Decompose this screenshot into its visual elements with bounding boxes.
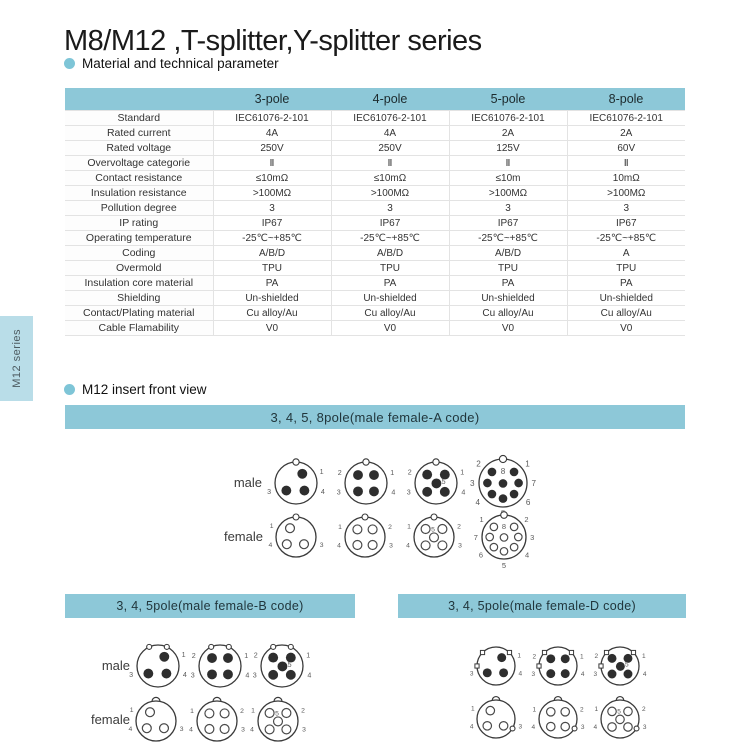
pin-number-label: 3 (129, 670, 134, 679)
pin-number-label: 2 (240, 707, 244, 715)
cell: -25℃~+85℃ (213, 231, 331, 246)
pin-number-label: 1 (190, 707, 194, 715)
pin-number-label: 4 (531, 724, 536, 732)
cell: IEC61076-2-101 (449, 111, 567, 126)
pin-2 (624, 707, 632, 715)
pin-number-label: 4 (268, 541, 273, 549)
cell: 125V (449, 141, 567, 156)
row-label: Overvoltage categorie (65, 156, 213, 171)
connector-male-3pole-d-code (470, 647, 523, 685)
cell: 2A (567, 126, 685, 141)
pin-number-label: 5 (441, 478, 446, 487)
pin-number-label: 5 (287, 661, 292, 670)
pin-3 (546, 669, 555, 678)
pin-2 (422, 470, 432, 480)
pin-3 (608, 670, 617, 679)
pin-4 (223, 669, 233, 679)
cell: 3 (567, 201, 685, 216)
pin-number-label: 5 (501, 561, 507, 571)
connector-female-5pole-a-code (406, 514, 462, 557)
pin-1 (561, 654, 570, 663)
page-title: M8/M12 ,T-splitter,Y-splitter series (64, 25, 482, 58)
pin-6 (490, 543, 498, 551)
pin-4 (282, 540, 291, 549)
pin-number-label: 6 (478, 550, 483, 560)
male-label-b-code: male (101, 658, 130, 673)
cell: Cu alloy/Au (449, 306, 567, 321)
cell: 60V (567, 141, 685, 156)
pin-3 (499, 722, 507, 730)
cell: 2A (449, 126, 567, 141)
pin-number-label: 1 (407, 523, 411, 531)
pin-3 (624, 723, 632, 731)
row-label: Rated voltage (65, 141, 213, 156)
pin-3 (160, 724, 169, 733)
pin-number-label: 4 (128, 725, 133, 733)
section-heading-label: M12 insert front view (82, 382, 207, 397)
pin-number-label: 4 (580, 671, 585, 679)
cell: IEC61076-2-101 (567, 111, 685, 126)
cell: 3 (213, 201, 331, 216)
pin-number-label: 3 (470, 478, 475, 488)
cell: A/B/D (331, 246, 449, 261)
pin-4 (624, 670, 633, 679)
cell: 3 (331, 201, 449, 216)
pin-number-label: 4 (461, 488, 466, 497)
row-label: IP rating (65, 216, 213, 231)
cell: PA (213, 276, 331, 291)
pin-7 (486, 533, 494, 541)
row-label: Operating temperature (65, 231, 213, 246)
pin-number-label: 7 (531, 478, 536, 488)
cell: Ⅱ (213, 156, 331, 171)
cell: A/B/D (449, 246, 567, 261)
cell: ≤10mΩ (213, 171, 331, 186)
pin-number-label: 2 (407, 468, 412, 477)
pin-number-label: 1 (244, 651, 249, 660)
pin-4 (488, 490, 497, 499)
cell: IP67 (567, 216, 685, 231)
banner-a-code: 3, 4, 5, 8pole(male female-A code) (65, 405, 685, 429)
cell: -25℃~+85℃ (449, 231, 567, 246)
pin-8 (499, 479, 508, 488)
pin-3 (515, 533, 523, 541)
pin-2 (220, 709, 229, 718)
cell: Un-shielded (567, 291, 685, 306)
pin-6 (510, 490, 519, 499)
cell: ≤10m (449, 171, 567, 186)
cell: -25℃~+85℃ (567, 231, 685, 246)
pin-4 (547, 722, 555, 730)
cell: PA (567, 276, 685, 291)
pin-number-label: 3 (190, 671, 195, 680)
connector-male-3pole-a-code (267, 459, 325, 504)
pin-1 (369, 470, 379, 480)
pin-3 (353, 486, 363, 496)
pin-number-label: 1 (517, 652, 521, 660)
pin-4 (440, 487, 450, 497)
pin-1 (547, 708, 555, 716)
pin-1 (297, 469, 307, 479)
pin-number-label: 4 (642, 671, 647, 679)
pin-number-label: 1 (532, 706, 537, 714)
cell: -25℃~+85℃ (331, 231, 449, 246)
cell: IP67 (331, 216, 449, 231)
male-label-a-code: male (233, 475, 262, 490)
pin-4 (299, 486, 309, 496)
pin-number-label: 4 (320, 487, 325, 496)
female-label-a-code: female (223, 529, 263, 544)
banner-d-code: 3, 4, 5pole(male female-D code) (398, 594, 686, 618)
cell: 4A (331, 126, 449, 141)
pin-number-label: 4 (406, 542, 410, 550)
pin-3 (281, 486, 291, 496)
pin-number-label: 1 (579, 653, 584, 661)
pin-number-label: 3 (458, 542, 462, 550)
pin-4 (483, 722, 491, 730)
cell: >100MΩ (567, 186, 685, 201)
pin-number-label: 8 (500, 466, 506, 476)
pin-number-label: 4 (245, 671, 250, 680)
pin-3 (282, 725, 291, 734)
pin-4 (205, 725, 214, 734)
pin-8 (500, 534, 508, 542)
cell: >100MΩ (331, 186, 449, 201)
pin-number-label: 6 (525, 498, 531, 508)
pin-number-label: 3 (252, 671, 257, 680)
pin-1 (265, 709, 274, 718)
cell: IEC61076-2-101 (331, 111, 449, 126)
pin-number-label: 2 (337, 468, 342, 477)
pin-number-label: 2 (524, 514, 529, 524)
pin-number-label: 3 (302, 726, 306, 734)
pin-number-label: 3 (518, 723, 523, 731)
sidebar-tab-label: M12 series (10, 329, 23, 388)
pin-number-label: 5 (431, 526, 435, 534)
pin-3 (483, 479, 492, 488)
pin-number-label: 2 (579, 706, 584, 714)
pin-number-label: 4 (469, 723, 474, 731)
female-label-b-code: female (90, 712, 130, 727)
cell: V0 (567, 321, 685, 336)
pin-number-label: 1 (181, 651, 186, 660)
pin-3 (220, 725, 229, 734)
pin-3 (438, 541, 447, 550)
pin-2 (546, 654, 555, 663)
cell: Un-shielded (331, 291, 449, 306)
connector-female-3pole-d-code (470, 697, 523, 738)
cell: IP67 (449, 216, 567, 231)
pin-5 (431, 478, 441, 488)
section-heading-label: Material and technical parameter (82, 56, 279, 71)
cell: 250V (213, 141, 331, 156)
pin-1 (159, 652, 169, 662)
cell: TPU (331, 261, 449, 276)
cell: TPU (567, 261, 685, 276)
cell: >100MΩ (449, 186, 567, 201)
connector-male-5pole-d-code (593, 647, 646, 685)
pin-number-label: 3 (267, 487, 272, 496)
connector-female-4pole-b-code (189, 697, 245, 741)
pin-5 (500, 548, 508, 556)
pin-1 (286, 524, 295, 533)
pin-3 (268, 670, 278, 680)
row-label: Cable Flamability (65, 321, 213, 336)
pin-number-label: 4 (337, 542, 341, 550)
pin-2 (608, 654, 617, 663)
pin-4 (265, 725, 274, 734)
pin-1 (608, 707, 616, 715)
pin-number-label: 2 (594, 653, 599, 660)
pin-4 (608, 723, 616, 731)
pin-2 (488, 468, 497, 477)
cell: Ⅱ (331, 156, 449, 171)
pin-1 (421, 525, 430, 534)
row-label: Pollution degree (65, 201, 213, 216)
connector-female-5pole-b-code (250, 697, 306, 741)
cell: ≤10mΩ (331, 171, 449, 186)
pin-1 (497, 653, 506, 662)
cell: Ⅱ (449, 156, 567, 171)
pin-number-label: 1 (269, 523, 274, 531)
connector-female-4pole-a-code (337, 514, 393, 557)
cell: 250V (331, 141, 449, 156)
connector-female-8pole-a-code (474, 512, 534, 570)
pin-number-label: 2 (532, 653, 537, 661)
connector-male-5pole-a-code (407, 459, 466, 504)
pin-number-label: 3 (531, 671, 536, 679)
pin-number-label: 2 (191, 651, 196, 660)
cell: 10mΩ (567, 171, 685, 186)
cell: PA (331, 276, 449, 291)
connector-male-8pole-a-code (470, 455, 536, 518)
pin-number-label: 4 (475, 498, 481, 508)
pin-number-label: 4 (525, 550, 530, 560)
pin-number-label: 8 (501, 521, 507, 531)
pin-number-label: 4 (391, 488, 396, 497)
pin-number-label: 2 (476, 459, 481, 469)
pin-5 (274, 717, 283, 726)
pin-number-label: 1 (390, 468, 395, 477)
pin-3 (368, 541, 377, 550)
cell: V0 (449, 321, 567, 336)
cell: Cu alloy/Au (213, 306, 331, 321)
pin-number-label: 2 (301, 707, 305, 715)
pin-number-label: 4 (182, 670, 187, 679)
row-label: Coding (65, 246, 213, 261)
pin-number-label: 4 (593, 724, 598, 732)
connector-male-3pole-b-code (129, 644, 187, 687)
row-label: Standard (65, 111, 213, 126)
pin-1 (223, 653, 233, 663)
cell: TPU (449, 261, 567, 276)
row-label: Insulation core material (65, 276, 213, 291)
pin-4 (142, 724, 151, 733)
pin-number-label: 2 (457, 523, 461, 531)
pin-number-label: 1 (338, 523, 342, 531)
pin-3 (207, 669, 217, 679)
pin-7 (514, 479, 523, 488)
pin-number-label: 5 (625, 661, 629, 669)
connector-male-5pole-b-code (253, 644, 312, 687)
pin-1 (353, 525, 362, 534)
pin-number-label: 1 (525, 459, 530, 469)
column-header: 8-pole (567, 88, 685, 111)
pin-number-label: 7 (473, 532, 478, 542)
pin-4 (510, 543, 518, 551)
connector-female-3pole-a-code (269, 514, 324, 557)
pin-number-label: 3 (179, 725, 184, 733)
cell: Ⅱ (567, 156, 685, 171)
pin-1 (510, 468, 519, 477)
cell: PA (449, 276, 567, 291)
pin-number-label: 1 (479, 514, 484, 524)
pin-5 (277, 661, 287, 671)
pin-number-label: 3 (580, 724, 585, 732)
pin-4 (161, 669, 171, 679)
pin-number-label: 1 (641, 653, 646, 660)
pin-4 (369, 486, 379, 496)
pin-number-label: 1 (471, 705, 475, 713)
row-label: Rated current (65, 126, 213, 141)
pin-4 (286, 670, 296, 680)
pin-number-label: 3 (389, 542, 393, 550)
connector-male-4pole-b-code (191, 644, 250, 687)
pin-number-label: 3 (530, 532, 535, 542)
pin-2 (368, 525, 377, 534)
pin-number-label: 4 (250, 726, 254, 734)
pin-number-label: 3 (241, 726, 245, 734)
pin-1 (146, 708, 155, 717)
pin-3 (143, 669, 153, 679)
pin-number-label: 1 (319, 468, 324, 477)
pin-4 (499, 668, 508, 677)
pin-4 (561, 669, 570, 678)
pin-number-label: 1 (251, 707, 255, 715)
pin-number-label: 3 (469, 670, 474, 678)
pin-number-label: 4 (307, 671, 312, 680)
pin-number-label: 3 (319, 541, 324, 549)
row-label: Overmold (65, 261, 213, 276)
pin-number-label: 2 (641, 706, 646, 713)
pin-2 (510, 523, 518, 531)
pin-3 (483, 668, 492, 677)
pin-number-label: 2 (253, 651, 258, 660)
row-label: Insulation resistance (65, 186, 213, 201)
pin-number-label: 4 (189, 726, 193, 734)
pin-number-label: 4 (518, 670, 523, 678)
pin-number-label: 3 (336, 488, 341, 497)
connector-female-4pole-d-code (531, 697, 584, 738)
pin-number-label: 1 (129, 707, 134, 715)
pin-number-label: 3 (593, 671, 598, 679)
cell: Un-shielded (449, 291, 567, 306)
cell: TPU (213, 261, 331, 276)
pin-2 (353, 470, 363, 480)
pin-number-label: 1 (594, 706, 599, 713)
cell: A/B/D (213, 246, 331, 261)
pin-3 (422, 487, 432, 497)
cell: V0 (213, 321, 331, 336)
cell: >100MΩ (213, 186, 331, 201)
column-header: 4-pole (331, 88, 449, 111)
pin-number-label: 2 (388, 523, 392, 531)
cell: 4A (213, 126, 331, 141)
pin-2 (268, 653, 278, 663)
cell: A (567, 246, 685, 261)
pin-2 (282, 709, 291, 718)
banner-b-code: 3, 4, 5pole(male female-B code) (65, 594, 355, 618)
row-label: Contact/Plating material (65, 306, 213, 321)
pin-number-label: 5 (275, 710, 279, 718)
pin-number-label: 1 (306, 651, 311, 660)
cell: IEC61076-2-101 (213, 111, 331, 126)
connector-female-5pole-d-code (593, 697, 646, 738)
pin-5 (430, 533, 439, 542)
pin-3 (561, 722, 569, 730)
pin-2 (438, 525, 447, 534)
column-header: 5-pole (449, 88, 567, 111)
row-label: Shielding (65, 291, 213, 306)
cell: V0 (331, 321, 449, 336)
pin-number-label: 5 (617, 708, 621, 716)
pin-1 (205, 709, 214, 718)
cell: Un-shielded (213, 291, 331, 306)
cell: IP67 (213, 216, 331, 231)
cell: 3 (449, 201, 567, 216)
row-label: Contact resistance (65, 171, 213, 186)
pin-number-label: 3 (642, 724, 647, 732)
pin-5 (616, 662, 625, 671)
column-header: 3-pole (213, 88, 331, 111)
pin-4 (353, 541, 362, 550)
pin-4 (421, 541, 430, 550)
connector-male-4pole-d-code (531, 647, 584, 685)
pin-1 (490, 523, 498, 531)
connector-male-4pole-a-code (337, 459, 396, 504)
pin-2 (561, 708, 569, 716)
pin-5 (499, 494, 508, 503)
pin-number-label: 3 (406, 488, 411, 497)
connector-female-3pole-b-code (129, 697, 184, 741)
pin-5 (616, 715, 624, 723)
cell: Cu alloy/Au (567, 306, 685, 321)
pin-3 (300, 540, 309, 549)
pin-1 (486, 706, 494, 714)
cell: Cu alloy/Au (331, 306, 449, 321)
pin-number-label: 1 (460, 468, 465, 477)
pin-2 (207, 653, 217, 663)
